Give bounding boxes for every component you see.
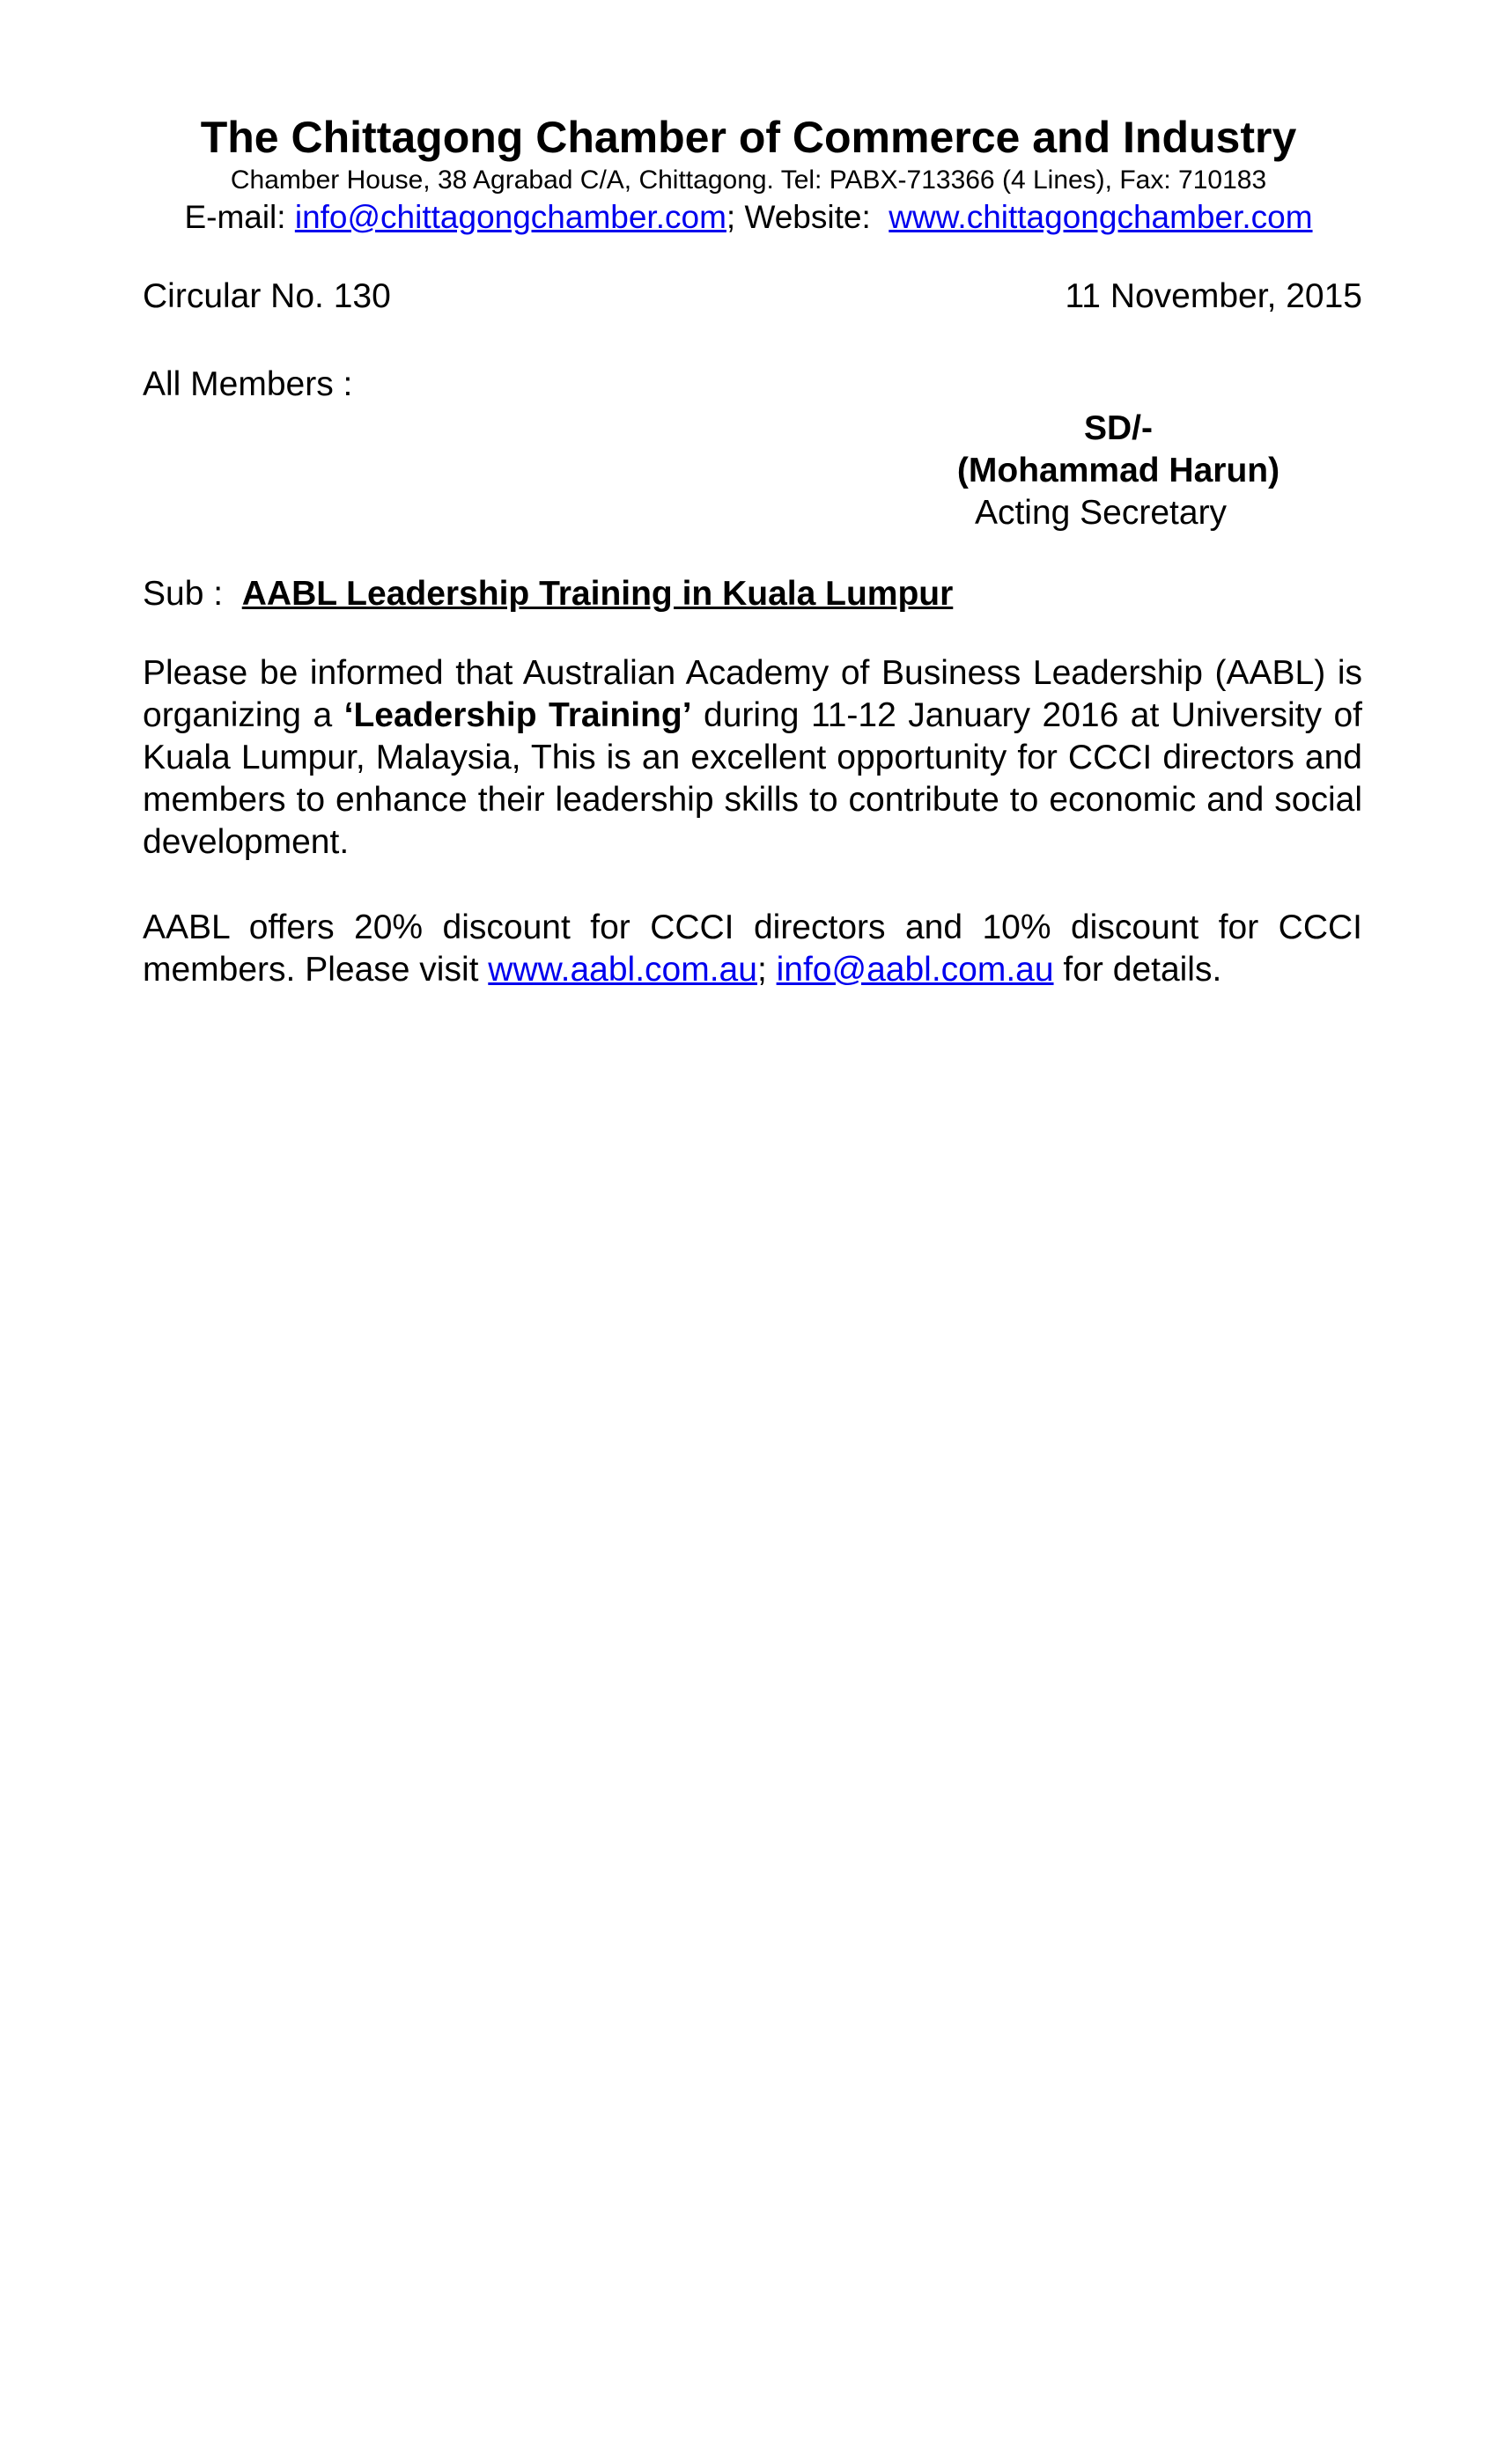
- body-paragraph-1: [143, 652, 1362, 864]
- subject-line: [143, 573, 1362, 615]
- organization-name: The Chittagong Chamber of Commerce and Industry: [200, 113, 1297, 162]
- p1-emphasis: ‘Leadership Training’: [343, 696, 692, 734]
- signatory-name: (Mohammad Harun): [956, 452, 1280, 489]
- circular-number: Circular No. 130: [143, 277, 391, 315]
- signatory-title: Acting Secretary: [974, 494, 1228, 532]
- recipients: All Members :: [143, 365, 353, 403]
- body-paragraph-2: [143, 907, 1362, 991]
- circular-date: 11 November, 2015: [1065, 277, 1362, 315]
- email-label: E-mail:: [184, 199, 295, 235]
- organization-contact: [88, 197, 1409, 238]
- website-link[interactable]: www.chittagongchamber.com: [889, 199, 1313, 235]
- aabl-email-link[interactable]: info@aabl.com.au: [776, 951, 1054, 989]
- website-label: ; Website:: [726, 199, 889, 235]
- letterhead: [88, 113, 1409, 238]
- p2-text-end: for details.: [1053, 951, 1222, 989]
- p2-separator: ;: [756, 951, 777, 989]
- p2-text-start: AABL offers 20% discount for CCCI directors and 10% discount for CCCI members. Please visit: [143, 908, 1362, 989]
- circular-header: [143, 276, 1362, 318]
- p1-text-start: Please be informed that Australian Academy of Business Leadership (AABL) is organizing a: [143, 654, 1362, 734]
- organization-address: Chamber House, 38 Agrabad C/A, Chittagong. Tel: PABX-713366 (4 Lines), Fax: 710183: [230, 165, 1267, 195]
- subject-label: Sub :: [143, 575, 242, 613]
- email-link[interactable]: info@chittagongchamber.com: [294, 199, 726, 235]
- signature-mark: SD/-: [1084, 409, 1153, 447]
- p1-text-end: during 11-12 January 2016 at University of Kuala Lumpur, Malaysia, This is an excellent opportunity for CCCI directors and members to enhance their leadership skills to contribute to economic and social development.: [143, 696, 1362, 861]
- subject-text: AABL Leadership Training in Kuala Lumpur: [241, 575, 954, 613]
- aabl-website-link[interactable]: www.aabl.com.au: [488, 951, 757, 989]
